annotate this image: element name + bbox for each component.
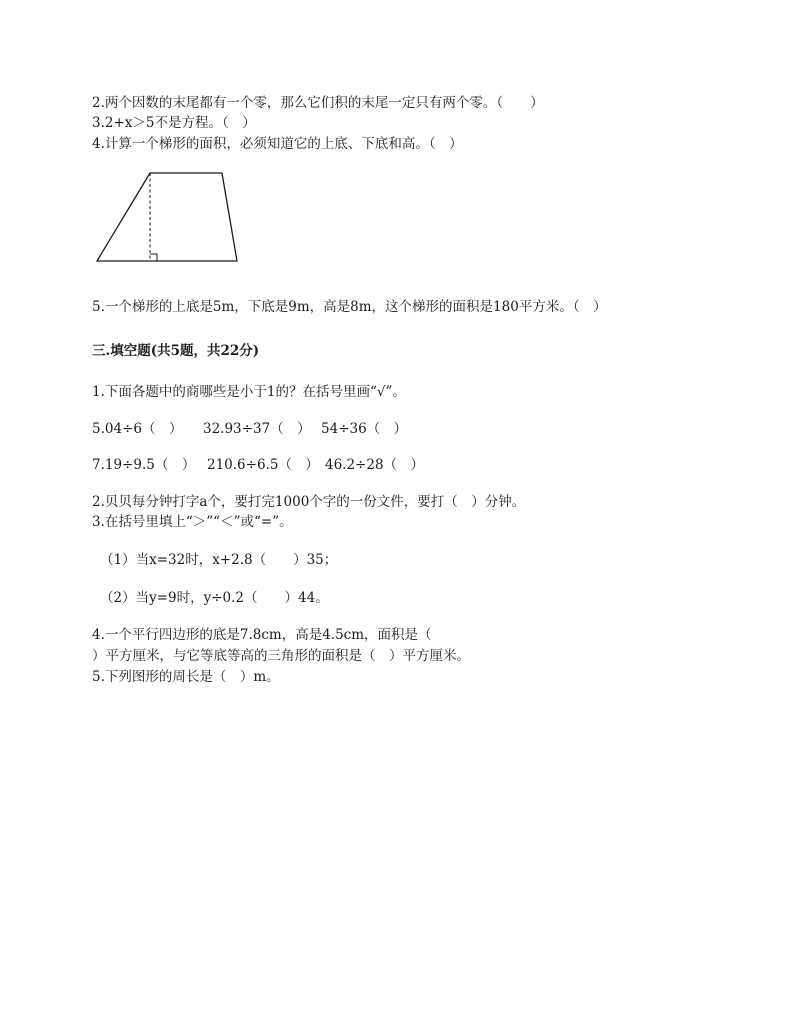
q1-row1-item-2: 32.93÷37（ ）	[203, 421, 311, 437]
question-fill-1: 1.下面各题中的商哪些是小于1的？在括号里画“√”。	[92, 384, 406, 400]
question-judge-4: 4.计算一个梯形的面积，必须知道它的上底、下底和高。（ ）	[92, 136, 463, 152]
question-fill-5: 5.下列图形的周长是（ ）m。	[92, 669, 280, 685]
q1-row2-item-3: 46.2÷28（ ）	[325, 457, 425, 473]
q1-row2-item-1: 7.19÷9.5（ ）	[92, 457, 196, 473]
section-heading-fill: 三.填空题(共5题，共22分)	[92, 343, 260, 359]
question-judge-3: 3.2+x＞5不是方程。（ ）	[92, 115, 256, 131]
q3-sub-2: （2）当y=9时，y÷0.2（ ）44。	[100, 590, 329, 606]
question-fill-2: 2.贝贝每分钟打字a个，要打完1000个字的一份文件，要打（ ）分钟。	[92, 494, 526, 510]
q1-row1-item-3: 54÷36（ ）	[321, 421, 408, 437]
trapezoid-outline	[97, 173, 237, 261]
question-fill-4-line-2: ）平方厘米，与它等底等高的三角形的面积是（ ）平方厘米。	[92, 648, 470, 664]
right-angle-mark	[150, 254, 157, 261]
q1-row2-item-2: 210.6÷6.5（ ）	[207, 457, 319, 473]
question-fill-3: 3.在括号里填上“＞”“＜”或“=”。	[92, 514, 293, 530]
q1-row1-item-1: 5.04÷6（ ）	[92, 421, 183, 437]
question-judge-5: 5.一个梯形的上底是5m，下底是9m，高是8m，这个梯形的面积是180平方米。（ ）	[92, 299, 607, 315]
question-judge-2: 2.两个因数的末尾都有一个零，那么它们积的末尾一定只有两个零。（ ）	[92, 95, 544, 111]
trapezoid-figure	[94, 170, 240, 266]
q3-sub-1: （1）当x=32时，x+2.8（ ）35；	[100, 552, 338, 568]
question-fill-4-line-1: 4.一个平行四边形的底是7.8cm，高是4.5cm，面积是（	[92, 627, 432, 643]
